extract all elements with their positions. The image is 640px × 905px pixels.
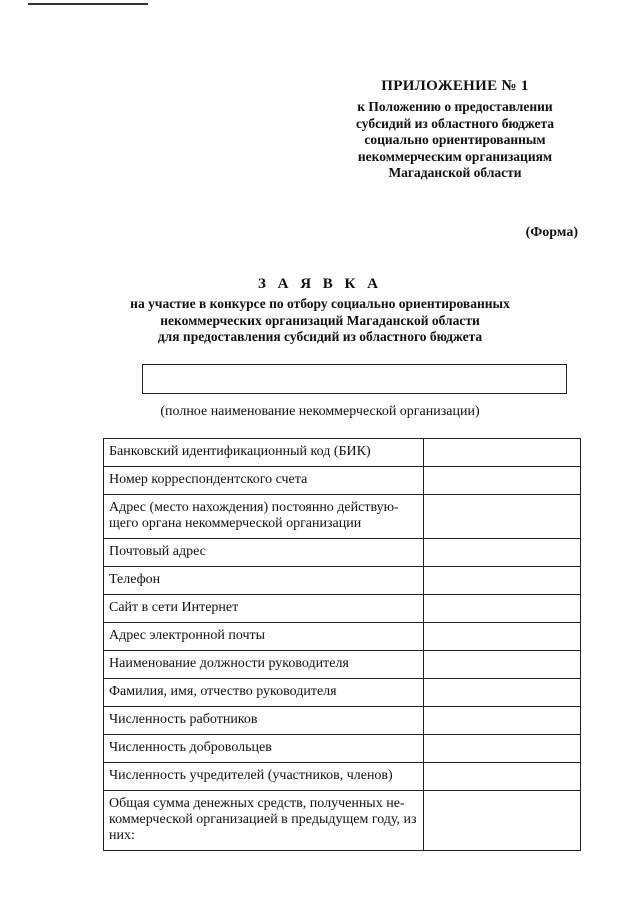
table-row — [104, 467, 581, 495]
row-label: Численность учредителей (участников, членов) — [104, 763, 424, 791]
row-label: Численность работников — [104, 707, 424, 735]
row-value-cell[interactable] — [424, 539, 581, 567]
table-row — [104, 495, 581, 539]
subtitle-line: некоммерческих организаций Магаданской области — [160, 312, 480, 328]
table-row — [104, 651, 581, 679]
row-label: Сайт в сети Интернет — [104, 595, 424, 623]
row-value-cell[interactable] — [424, 707, 581, 735]
row-label: Телефон — [104, 567, 424, 595]
row-value-cell[interactable] — [424, 679, 581, 707]
row-label: Фамилия, имя, отчество руководителя — [104, 679, 424, 707]
row-label: Численность добровольцев — [104, 735, 424, 763]
row-value-cell[interactable] — [424, 439, 581, 467]
subtitle-line: на участие в конкурсе по отбору социально ориентированных — [130, 296, 510, 311]
scan-edge-mark — [28, 3, 148, 5]
table-row — [104, 763, 581, 791]
form-note: (Форма) — [525, 225, 578, 240]
appendix-line: социально ориентированным — [364, 132, 546, 147]
row-label: Банковский идентификационный код (БИК) — [104, 439, 424, 467]
row-label: Почтовый адрес — [104, 539, 424, 567]
table-row — [104, 567, 581, 595]
table-row — [104, 439, 581, 467]
row-label: Адрес (место нахождения) постоянно действую-щего органа некоммерческой организации — [104, 495, 424, 539]
appendix-title: ПРИЛОЖЕНИЕ № 1 — [381, 78, 529, 94]
row-label: Номер корреспондентского счета — [104, 467, 424, 495]
document-subtitle — [0, 296, 640, 346]
row-label: Адрес электронной почты — [104, 623, 424, 651]
row-value-cell[interactable] — [424, 651, 581, 679]
organization-info-table — [103, 438, 581, 851]
table-row — [104, 679, 581, 707]
org-name-field[interactable] — [142, 364, 567, 394]
row-label: Наименование должности руководителя — [104, 651, 424, 679]
appendix-line: к Положению о предоставлении — [357, 99, 553, 114]
table-row — [104, 791, 581, 851]
table-row — [104, 735, 581, 763]
document-title: З А Я В К А — [257, 276, 383, 292]
table-row — [104, 595, 581, 623]
row-value-cell[interactable] — [424, 567, 581, 595]
row-value-cell[interactable] — [424, 763, 581, 791]
row-value-cell[interactable] — [424, 735, 581, 763]
org-name-caption: (полное наименование некоммерческой организации) — [160, 404, 480, 419]
appendix-line: некоммерческим организациям — [357, 148, 553, 164]
appendix-description — [330, 99, 580, 182]
subtitle-line: для предоставления субсидий из областного бюджета — [157, 329, 483, 344]
row-label: Общая сумма денежных средств, полученных не-коммерческой организацией в предыдущем году, из них: — [104, 791, 424, 851]
table-row — [104, 623, 581, 651]
table-row — [104, 539, 581, 567]
appendix-line: субсидий из областного бюджета — [355, 115, 555, 131]
row-value-cell[interactable] — [424, 495, 581, 539]
appendix-line: Магаданской области — [388, 165, 522, 180]
row-value-cell[interactable] — [424, 791, 581, 851]
table-row — [104, 707, 581, 735]
row-value-cell[interactable] — [424, 595, 581, 623]
row-value-cell[interactable] — [424, 623, 581, 651]
row-value-cell[interactable] — [424, 467, 581, 495]
